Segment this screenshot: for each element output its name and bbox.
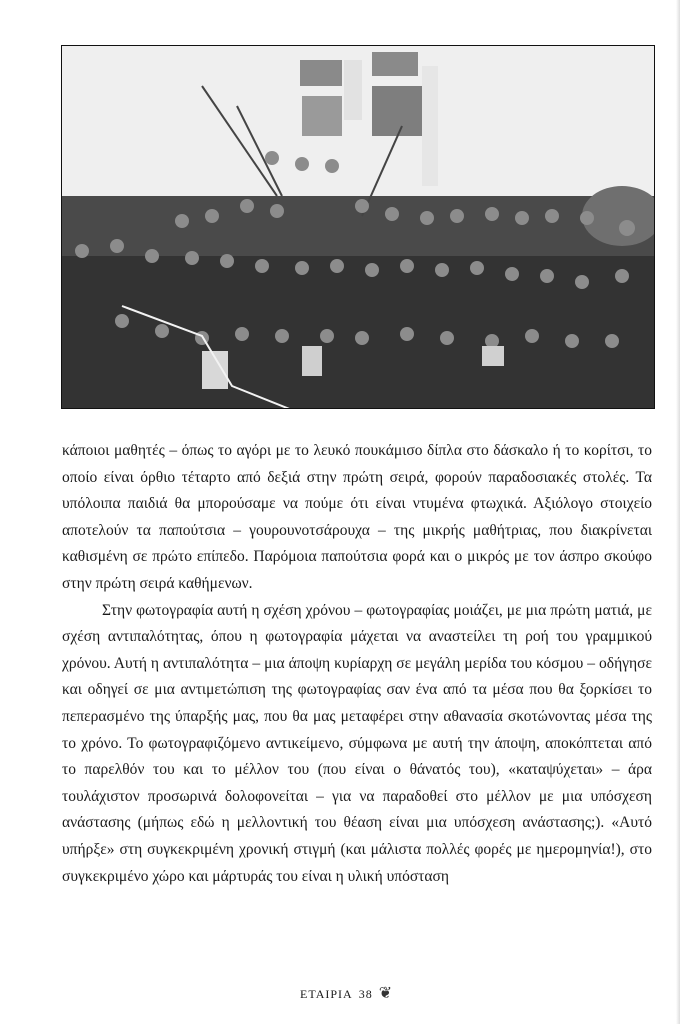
paragraph-2: Στην φωτογραφία αυτή η σχέση χρόνου – φωτογραφίας μοιάζει, με μια πρώτη ματιά, με σχέση αντιπαλότητας, όπου η φωτογραφία μάχεται να αναστείλει τη ροή του γραμμικού χρόνου. Αυτή η αντιπαλότητα – μια άποψη κυρίαρχη σε μεγάλη μερίδα του κόσμου – οδήγησε και οδηγεί σε μια αντιμετώπιση της φωτογραφίας σαν ένα από τα μέσα που θα ξορκίσει το πεπερασμένο της ύπαρξής μας, που θα μας μεταφέρει στην αθανασία σκοτώνοντας μέσα της το χρόνο. Το φωτογραφιζόμενο αντικείμενο, σύμφωνα με αυτή την άποψη, αποκόπτεται από το παρελθόν του και το μέλλον του (που είναι ο θάνατός του), «καταψύχεται» – άρα τουλάχιστον προσωρινά δολοφονείται – για να παραδοθεί στο μέλλον με μια υπόσχεση ανάστασης (μήπως εδώ η μελλοντική του θέαση είναι μια υπόσχεση ανάστασης;). «Αυτό υπήρξε» στη συγκεκριμένη χρονική στιγμή (και μάλιστα πολλές φορές με ημερομηνία!), στο συγκεκριμένο χώρο και μάρτυράς του είναι η υλική υπόσταση xyxy=(62,601,652,885)
page-footer xyxy=(300,986,393,1002)
body-text xyxy=(62,438,652,890)
page-edge-shadow xyxy=(676,0,680,1024)
paragraph-1: κάποιοι μαθητές – όπως το αγόρι με το λευκό πουκάμισο δίπλα στο δάσκαλο ή το κορίτσι, το οποίο είναι όρθιο τέταρτο από δεξιά στην πρώτη σειρά, φορούν παραδοσιακές στολές. Τα υπόλοιπα παιδιά θα μπορούσαμε να πούμε ότι είναι ντυμένα φτωχικά. Αξιόλογο στοιχείο αποτελούν τα παπούτσια – γουρουνοτσάρουχα – της μικρής μαθήτριας, που διακρίνεται καθισμένη σε πρώτο επίπεδο. Παρόμοια παπούτσια φορά και ο μικρός με τον άσπρο σκούφο στην πρώτη σειρά καθήμενων. xyxy=(62,442,652,592)
journal-name: ΕΤΑΙΡΙΑ xyxy=(300,986,353,1001)
class-photograph xyxy=(61,45,655,409)
page-number: 38 xyxy=(358,986,373,1001)
photo-school-class-with-flags-icon xyxy=(62,46,655,409)
sprig-icon: ❦ xyxy=(378,985,394,1002)
